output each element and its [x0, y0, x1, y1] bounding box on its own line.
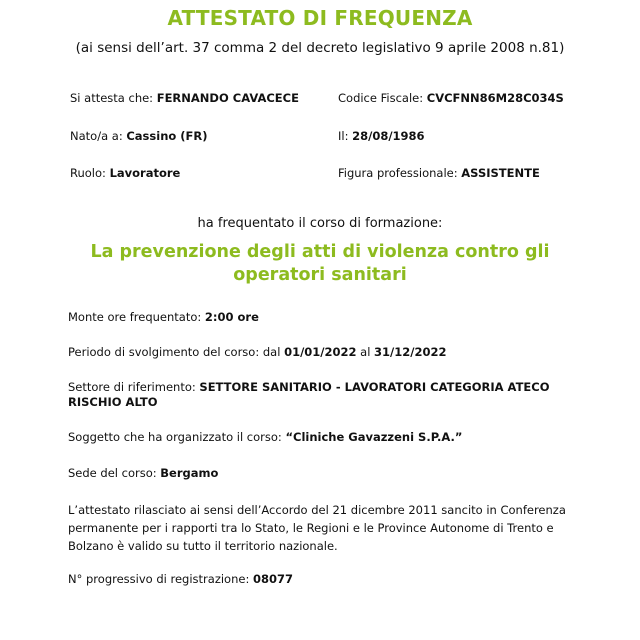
- fiscal-code-row: [338, 91, 564, 105]
- period-row: [68, 345, 588, 360]
- sector-line-1: SETTORE SANITARIO - LAVORATORI CATEGORIA ATECO: [199, 380, 550, 394]
- period-al: al: [360, 345, 371, 359]
- period-to: 31/12/2022: [374, 345, 447, 359]
- profession-label: Figura professionale:: [338, 166, 458, 180]
- attesta-row: [70, 91, 299, 105]
- course-title: [60, 241, 580, 287]
- legal-line-1: L’attestato rilasciato ai sensi dell’Accordo del 21 dicembre 2011 sancito in Conferenza: [68, 503, 566, 517]
- course-intro: ha frequentato il corso di formazione:: [197, 216, 443, 231]
- location-row: [68, 466, 588, 481]
- birthdate: 28/08/1986: [352, 129, 425, 143]
- attesta-label: Si attesta che:: [70, 91, 154, 105]
- sector-line-2: RISCHIO ALTO: [68, 395, 158, 409]
- location: Bergamo: [160, 466, 219, 480]
- role: Lavoratore: [109, 166, 181, 180]
- legal-statement: [68, 501, 568, 555]
- registration-number: 08077: [252, 572, 293, 586]
- fiscal-code: CVCFNN86M28C034S: [426, 91, 564, 105]
- location-label: Sede del corso:: [68, 466, 157, 480]
- organizer: “Cliniche Gavazzeni S.P.A.”: [285, 430, 463, 444]
- hours-value: 2:00 ore: [204, 310, 259, 324]
- fiscal-code-label: Codice Fiscale:: [338, 91, 424, 105]
- birthdate-label: Il:: [338, 129, 349, 143]
- period-label: Periodo di svolgimento del corso: dal: [68, 345, 281, 359]
- profession-row: [338, 166, 540, 180]
- sector-label: Settore di riferimento:: [68, 380, 196, 394]
- legal-line-3: Bolzano è valido su tutto il territorio nazionale.: [68, 539, 338, 553]
- organizer-label: Soggetto che ha organizzato il corso:: [68, 430, 282, 444]
- course-title-line-2: operatori sanitari: [233, 265, 407, 285]
- certificate-title: ATTESTATO DI FREQUENZA: [167, 6, 473, 30]
- hours-row: [68, 310, 588, 325]
- legal-reference: (ai sensi dell’art. 37 comma 2 del decreto legislativo 9 aprile 2008 n.81): [75, 40, 565, 56]
- registration-label: N° progressivo di registrazione:: [68, 572, 250, 586]
- role-label: Ruolo:: [70, 166, 106, 180]
- birthplace: Cassino (FR): [126, 129, 208, 143]
- legal-line-2: permanente per i rapporti tra lo Stato, le Regioni e le Province Autonome di Trento e: [68, 521, 554, 535]
- period-from: 01/01/2022: [284, 345, 357, 359]
- course-title-line-1: La prevenzione degli atti di violenza contro gli: [90, 242, 550, 262]
- hours-label: Monte ore frequentato:: [68, 310, 202, 324]
- birthdate-row: [338, 129, 425, 143]
- organizer-row: [68, 430, 588, 445]
- person-name: FERNANDO CAVACECE: [156, 91, 299, 105]
- birthplace-label: Nato/a a:: [70, 129, 123, 143]
- registration-row: [68, 572, 588, 587]
- role-row: [70, 166, 180, 180]
- profession: ASSISTENTE: [461, 166, 540, 180]
- sector-row: [68, 380, 588, 410]
- birthplace-row: [70, 129, 208, 143]
